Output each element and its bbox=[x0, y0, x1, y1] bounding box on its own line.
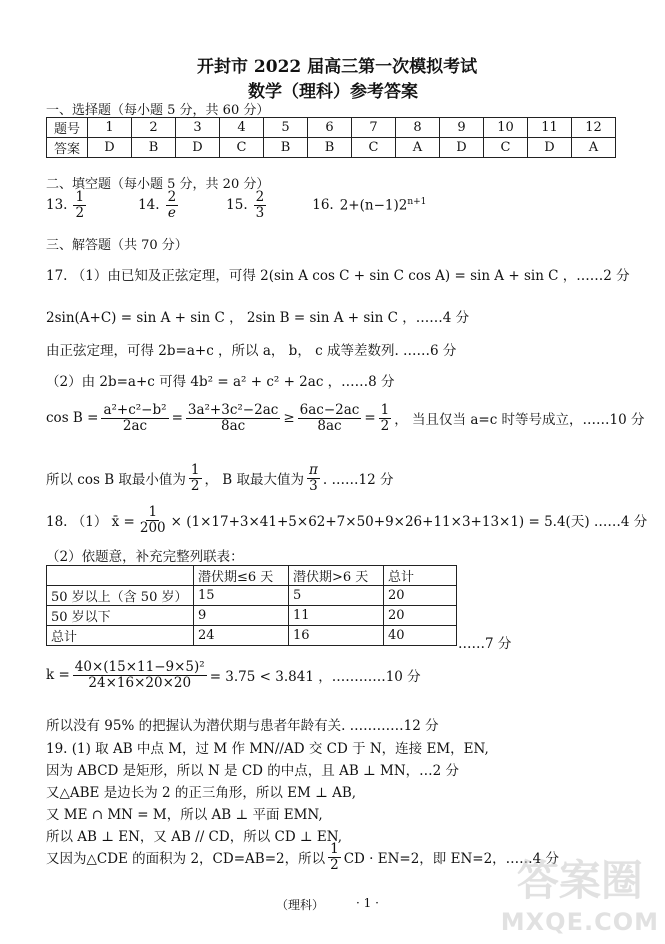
answer-cell: D bbox=[528, 138, 572, 158]
answer-cell: B bbox=[132, 138, 176, 158]
fill-blank-answers bbox=[46, 190, 426, 221]
answer-cell: C bbox=[484, 138, 528, 158]
q15-fraction bbox=[254, 190, 267, 221]
q14-num: 2 bbox=[167, 189, 177, 205]
contingency-cell: 11 bbox=[289, 606, 384, 626]
question-number-cell: 2 bbox=[132, 118, 176, 138]
contingency-cell: 50 岁以上（含 50 岁） bbox=[47, 586, 194, 606]
page-title-line1: 开封市 2022 届高三第一次模拟考试 bbox=[197, 57, 478, 77]
q16-answer: $2+(n-1)2^{n+1}$ bbox=[339, 197, 427, 214]
contingency-row bbox=[47, 586, 457, 606]
question-number-cell: 4 bbox=[220, 118, 264, 138]
q14-label: 14. bbox=[138, 197, 160, 214]
answer-cell: B bbox=[264, 138, 308, 158]
q15-label: 15. bbox=[226, 197, 248, 214]
cosb-frac2: $\frac{\text{3a²+3c²−2ac}}{8ac}$ bbox=[187, 402, 279, 434]
watermark-title: 答案圈 bbox=[516, 856, 643, 905]
answer-cell: C bbox=[220, 138, 264, 158]
footer-label: （理科） bbox=[276, 898, 325, 912]
q17-line1: 17. （1）由已知及正弦定理，可得 2(sin A cos C + sin C cos A) = sin A + sin C ，……2 分 bbox=[46, 268, 630, 284]
answer-cell: B bbox=[308, 138, 352, 158]
contingency-cell: 15 bbox=[194, 586, 289, 606]
answer-table-number-row bbox=[47, 118, 616, 138]
contingency-cell: 潜伏期>6 天 bbox=[289, 566, 384, 586]
q17-line6: 所以 cos B 取最小值为 $\frac{1}{2}$ ， B 取最大值为 $\frac{\pi}{3}$ . ……12 分 bbox=[46, 462, 394, 494]
cosb-post: ， 当且仅当 a=c 时等号成立，……10 分 bbox=[394, 412, 645, 429]
question-number-cell: 6 bbox=[308, 118, 352, 138]
answer-cell: A bbox=[572, 138, 616, 158]
q19-line5: 所以 AB ⊥ EN，又 AB // CD，所以 CD ⊥ EN, bbox=[46, 829, 343, 845]
question-number-cell: 3 bbox=[176, 118, 220, 138]
q14-fraction bbox=[166, 190, 179, 221]
q16-label: 16. bbox=[312, 197, 334, 214]
contingency-cell: 9 bbox=[194, 606, 289, 626]
contingency-table bbox=[46, 565, 457, 646]
cosb-frac1: $\frac{\text{a²+c²−b²}}{2ac}$ bbox=[103, 402, 167, 434]
watermark-logo bbox=[501, 848, 659, 936]
q16-exponent: n+1 bbox=[407, 197, 427, 208]
q17-line2: 2sin(A+C) = sin A + sin C ， 2sin B = sin A + sin C ，……4 分 bbox=[46, 310, 470, 326]
q19-line1: 19. (1) 取 AB 中点 M，过 M 作 MN//AD 交 CD 于 N，连接 EM，EN, bbox=[46, 741, 489, 757]
section3-heading: 三、解答题（共 70 分） bbox=[46, 238, 188, 253]
q13-fraction bbox=[73, 190, 86, 221]
question-number-cell: 7 bbox=[352, 118, 396, 138]
table-score-note: ……7 分 bbox=[458, 636, 512, 652]
answer-row-label: 答案 bbox=[47, 138, 88, 158]
q19-line3: 又△ABE 是边长为 2 的正三角形，所以 EM ⊥ AB, bbox=[46, 785, 357, 801]
question-number-cell: 8 bbox=[396, 118, 440, 138]
q19-line4: 又 ME ∩ MN = M，所以 AB ⊥ 平面 EMN, bbox=[46, 807, 323, 823]
q13-label: 13. bbox=[46, 197, 68, 214]
answer-cell: D bbox=[88, 138, 132, 158]
q17-line4: （2）由 2b=a+c 可得 4b² = a² + c² + 2ac ，……8 分 bbox=[46, 374, 395, 390]
contingency-cell: 20 bbox=[384, 586, 457, 606]
contingency-cell bbox=[47, 566, 194, 586]
question-number-cell: 1 bbox=[88, 118, 132, 138]
q15-num: 2 bbox=[255, 189, 265, 205]
answer-cell: D bbox=[440, 138, 484, 158]
question-number-cell: 9 bbox=[440, 118, 484, 138]
contingency-cell: 16 bbox=[289, 626, 384, 646]
answer-cell: D bbox=[176, 138, 220, 158]
answer-table-answer-row bbox=[47, 138, 616, 158]
contingency-row bbox=[47, 606, 457, 626]
number-row-label: 题号 bbox=[47, 118, 88, 138]
contingency-cell: 40 bbox=[384, 626, 457, 646]
q13-num: 1 bbox=[75, 189, 85, 205]
q19-line2: 因为 ABCD 是矩形，所以 N 是 CD 的中点，且 AB ⊥ MN，…2 分 bbox=[46, 763, 460, 779]
question-number-cell: 12 bbox=[572, 118, 616, 138]
answer-cell: C bbox=[352, 138, 396, 158]
question-number-cell: 10 bbox=[484, 118, 528, 138]
k-statistic-line: k = $\frac{\text{40×(15×11−9×5)²}}{24\times 16\times 20\times 20}$ = 3.75 < 3.841 ，…………10 分 bbox=[46, 659, 421, 691]
q15-den: 3 bbox=[255, 204, 265, 221]
min-cos-frac: $\frac{1}{2}$ bbox=[190, 462, 200, 494]
contingency-cell: 5 bbox=[289, 586, 384, 606]
area-frac: $\frac{1}{2}$ bbox=[330, 841, 339, 873]
max-b-frac: $\frac{\pi}{3}$ bbox=[309, 462, 318, 494]
q17-line5: cos B = $\frac{\text{a²+c²−b²}}{2ac}$ = $\frac{\text{3a²+3c²−2ac}}{8ac}$ ≥ $\frac{6ac-2ac}{8ac}$ = $\frac{1}{2}$ ， 当且仅当 a=c 时等号成立，……10 分 bbox=[46, 402, 645, 434]
contingency-cell: 20 bbox=[384, 606, 457, 626]
contingency-cell: 24 bbox=[194, 626, 289, 646]
cosb-frac4: $\frac{1}{2}$ bbox=[380, 402, 390, 434]
contingency-cell: 潜伏期≤6 天 bbox=[194, 566, 289, 586]
contingency-header-row bbox=[47, 566, 457, 586]
answer-table bbox=[46, 117, 616, 158]
q19-line6: 又因为△CDE 的面积为 2，CD=AB=2，所以 $\frac{1}{2}$ CD · EN=2，即 EN=2，……4 分 bbox=[46, 841, 560, 873]
q18-conclusion: 所以没有 95% 的把握认为潜伏期与患者年龄有关. …………12 分 bbox=[46, 718, 439, 734]
q14-den: e bbox=[167, 204, 176, 221]
page-number: · 1 · bbox=[356, 896, 379, 910]
page-title-line2: 数学（理科）参考答案 bbox=[248, 82, 418, 102]
watermark-url: MXQE.COM bbox=[500, 908, 659, 936]
section1-heading: 一、选择题（每小题 5 分，共 60 分） bbox=[46, 103, 270, 118]
question-number-cell: 11 bbox=[528, 118, 572, 138]
contingency-cell: 总计 bbox=[47, 626, 194, 646]
cosb-label: cos B = bbox=[46, 410, 99, 427]
cosb-frac3: $\frac{6ac-2ac}{8ac}$ bbox=[299, 402, 360, 434]
q13-den: 2 bbox=[75, 204, 85, 221]
section2-heading: 二、填空题（每小题 5 分，共 20 分） bbox=[46, 177, 270, 192]
mean-frac: $\frac{1}{200}$ bbox=[139, 504, 166, 536]
contingency-cell: 50 岁以下 bbox=[47, 606, 194, 626]
answer-cell: A bbox=[396, 138, 440, 158]
q18-line2: （2）依题意，补充完整列联表： bbox=[46, 549, 244, 565]
contingency-row bbox=[47, 626, 457, 646]
question-number-cell: 5 bbox=[264, 118, 308, 138]
contingency-cell: 总计 bbox=[384, 566, 457, 586]
k-frac: $\frac{\text{40×(15×11−9×5)²}}{24\times 16\times 20\times 20}$ bbox=[74, 659, 205, 691]
q17-line3: 由正弦定理，可得 2b=a+c ，所以 a， b， c 成等差数列. ……6 分 bbox=[46, 343, 457, 359]
q18-line1: 18. （1） x̄ = $\frac{1}{200}$ × (1×17+3×41+5×62+7×50+9×26+11×3+13×1) = 5.4(天) ……4 分 bbox=[46, 504, 648, 536]
